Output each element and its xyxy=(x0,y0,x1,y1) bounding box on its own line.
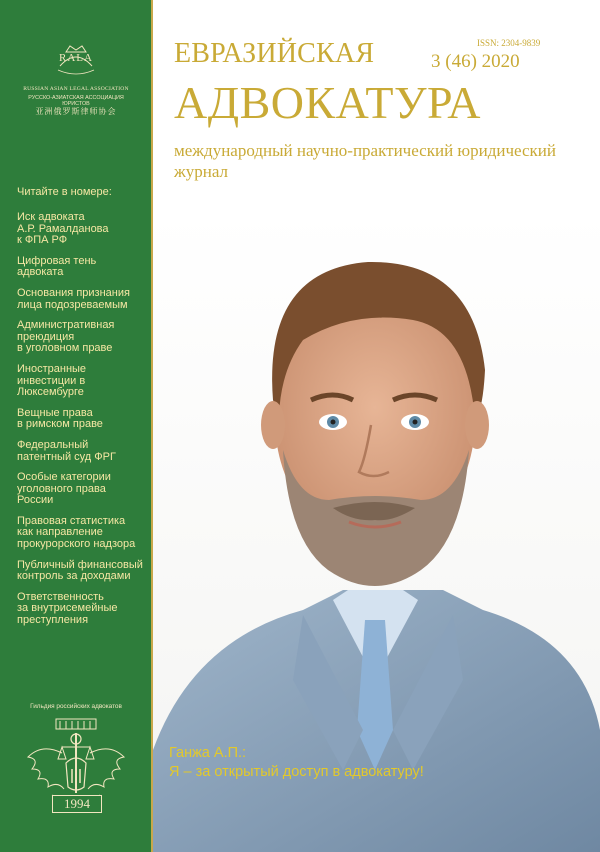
contents-item: Цифровая тень адвоката xyxy=(17,254,97,279)
contents-item: Основания признания лица подозреваемым xyxy=(17,286,130,311)
issue-number: 3 (46) 2020 xyxy=(431,51,520,72)
issn-label: ISSN: 2304-9839 xyxy=(477,38,541,48)
cover-story-name: Ганжа А.П.: xyxy=(169,745,247,761)
cover-story-caption xyxy=(169,744,424,782)
contents-item: Федеральный патентный суд ФРГ xyxy=(17,438,116,463)
contents-item: Публичный финансовый контроль за доходами xyxy=(17,558,143,583)
rala-abbreviation: RALA xyxy=(59,52,93,64)
contents-item: Особые категории уголовного права России xyxy=(17,471,111,507)
contents-item: Административная преюдиция в уголовном праве xyxy=(17,319,115,355)
left-sidebar xyxy=(0,0,151,852)
journal-title-line1: ЕВРАЗИЙСКАЯ xyxy=(174,38,375,69)
guild-year: 1994 xyxy=(52,795,102,813)
contents-item: Иск адвоката А.Р. Рамалданова к ФПА РФ xyxy=(17,211,109,247)
contents-heading: Читайте в номере: xyxy=(17,186,112,198)
guild-caption: Гильдия российских адвокатов xyxy=(30,703,122,710)
contents-list xyxy=(17,212,149,636)
contents-item: Вещные права в римском праве xyxy=(17,406,103,431)
contents-item: Правовая статистика как направление прокурорского надзора xyxy=(17,514,136,551)
journal-title-line2: АДВОКАТУРА xyxy=(174,77,481,128)
contents-item: Иностранные инвестиции в Люксембурге xyxy=(17,362,87,399)
cover-story-quote: Я – за открытый доступ в адвокатуру! xyxy=(169,764,424,780)
rala-logo xyxy=(14,40,138,124)
rala-name-english: RUSSIAN ASIAN LEGAL ASSOCIATION xyxy=(23,86,129,92)
guild-emblem xyxy=(14,703,138,823)
rala-name-russian: РУССКО-АЗИАТСКАЯ АССОЦИАЦИЯ ЮРИСТОВ xyxy=(28,95,124,107)
contents-item: Ответственность за внутрисемейные преступления xyxy=(17,590,118,627)
rala-name-chinese: 亚洲俄罗斯律师协会 xyxy=(35,107,117,116)
journal-subtitle: международный научно-практический юридический журнал xyxy=(174,141,556,181)
